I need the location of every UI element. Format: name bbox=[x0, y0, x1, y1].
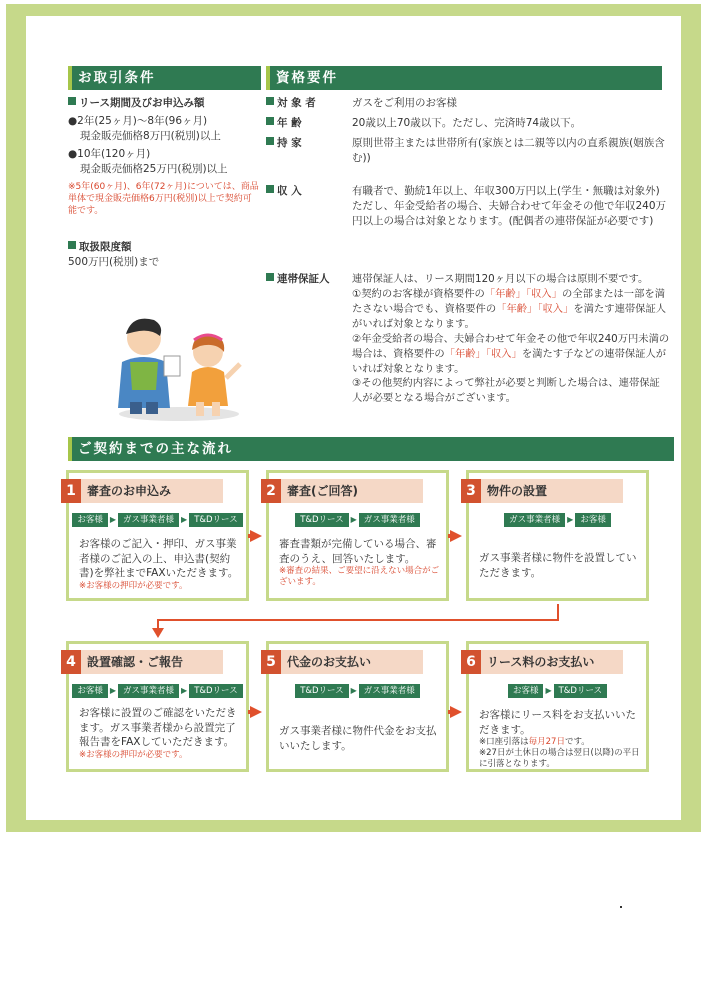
step-title: 4 設置確認・ご報告 bbox=[61, 650, 223, 674]
step-route: T&Dリース ▶ ガス事業者様 bbox=[269, 684, 446, 698]
flow-step-2: 2 審査(ご回答) T&Dリース ▶ ガス事業者様 審査書類が完備している場合、審査のうえ、回答いたします。 ※審査の結果、ご要望に沿えない場合がございます。 bbox=[266, 470, 449, 601]
requirements-heading: 資格要件 bbox=[266, 66, 662, 90]
step-route: ガス事業者様 ▶ お客様 bbox=[469, 513, 646, 527]
lease-heading: リース期間及びお申込み額 bbox=[68, 96, 268, 111]
dot-bullet-icon: ● bbox=[68, 115, 78, 128]
triangle-right-icon: ▶ bbox=[181, 515, 188, 524]
step-route: お客様 ▶ T&Dリース bbox=[469, 684, 646, 698]
step-route: T&Dリース ▶ ガス事業者様 bbox=[269, 513, 446, 527]
arrow-right-icon bbox=[448, 530, 462, 542]
flow-step-3: 3 物件の設置 ガス事業者様 ▶ お客様 ガス事業者様に物件を設置していただきます。 bbox=[466, 470, 649, 601]
guarantor-case-3: ③その他契約内容によって弊社が必要と判断した場合は、連帯保証人が必要となる場合がございます。 bbox=[352, 377, 660, 405]
arrow-right-icon bbox=[248, 706, 262, 718]
lease-item-1: ●2年(25ヶ月)～8年(96ヶ月) 現金販売価格8万円(税別)以上 bbox=[68, 115, 221, 143]
limit-heading: 取扱限度額 bbox=[68, 240, 268, 255]
step-route: お客様 ▶ ガス事業者様 ▶ T&Dリース bbox=[69, 684, 246, 698]
triangle-right-icon: ▶ bbox=[545, 686, 552, 695]
triangle-right-icon: ▶ bbox=[350, 686, 357, 695]
return-connector bbox=[158, 604, 558, 630]
lease-item-2: ●10年(120ヶ月) 現金販売価格25万円(税別)以上 bbox=[68, 147, 228, 175]
limit-value: 500万円(税別)まで bbox=[68, 255, 160, 268]
requirements-content: 対 象 者 ガスをご利用のお客様 年 齢 20歳以上70歳以下。ただし、完済時74歳以下。 持 家 原則世帯主または世帯所有(家族とは二親等以内の直系親族(姻族含む)) 収 入 有職者で、勤続1年以上、年収300万円以上(学生・無職は対象外) ただし、年金受給者の場合、夫婦合わせて年金その他で年収240万円以上の場合は対象となります。(配偶者の連帯保証が必要です) 連帯保証人 連帯保証人は、リース期間120ヶ月以下の場合は原則不要です。 ①契約のお客様が資格要件の「年齢」「収入」の全部または一部を満たさない場合でも、資格要件の「年齢」「収入」を満たす連帯保証人がいれば対象となります。 ②年金受給者の場合、夫婦合わせて年金その他で年収240万円未満の場合は、資格要件の「年齢」「収入」を満たす子などの連帯保証人がいれば対象となります。 ③その他契約内容によって弊社が必要と判断した場合は、連帯保証人が必要となる場合がございます。 bbox=[266, 96, 676, 436]
flow-step-6: 6 リース料のお支払い お客様 ▶ T&Dリース お客様にリース料をお支払いいただきます。 ※口座引落は毎月27日です。 ※27日が土休日の場合は翌日(以降)の平日に引落となります。 bbox=[466, 641, 649, 772]
triangle-right-icon: ▶ bbox=[567, 515, 574, 524]
flow-step-5: 5 代金のお支払い T&Dリース ▶ ガス事業者様 ガス事業者様に物件代金をお支払いいたします。 bbox=[266, 641, 449, 772]
step-title: 2 審査(ご回答) bbox=[261, 479, 423, 503]
page-frame bbox=[6, 4, 701, 832]
triangle-right-icon: ▶ bbox=[350, 515, 357, 524]
scan-dot bbox=[620, 906, 622, 908]
flow-step-4: 4 設置確認・ご報告 お客様 ▶ ガス事業者様 ▶ T&Dリース お客様に設置のご確認をいただきます。ガス事業者様から設置完了報告書をFAXしていただきます。 ※お客様の押印が必要です。 bbox=[66, 641, 249, 772]
guarantor-case-2: ②年金受給者の場合、夫婦合わせて年金その他で年収240万円未満の場合は、資格要件の「年齢」「収入」を満たす子などの連帯保証人がいれば対象となります。 bbox=[352, 332, 670, 375]
arrow-right-icon bbox=[248, 530, 262, 542]
guarantor-case-1: ①契約のお客様が資格要件の「年齢」「収入」の全部または一部を満たさない場合でも、資格要件の「年齢」「収入」を満たす連帯保証人がいれば対象となります。 bbox=[352, 287, 667, 330]
step-title: 5 代金のお支払い bbox=[261, 650, 423, 674]
step-route: お客様 ▶ ガス事業者様 ▶ T&Dリース bbox=[69, 513, 246, 527]
triangle-right-icon: ▶ bbox=[109, 686, 117, 695]
arrow-down-icon bbox=[152, 628, 164, 638]
page-paper bbox=[26, 16, 681, 820]
lease-note: ※5年(60ヶ月)、6年(72ヶ月)については、商品単体で現金販売価格6万円(税別)以上で契約可能です。 bbox=[68, 182, 259, 217]
flow-step-1: 1 審査のお申込み お客様 ▶ ガス事業者様 ▶ T&Dリース お客様のご記入・押印、ガス事業者様のご記入の上、申込書(契約書)を弊社までFAXいただきます。 ※お客様の押印が必要です。 bbox=[66, 470, 249, 601]
arrow-right-icon bbox=[448, 706, 462, 718]
step-title: 3 物件の設置 bbox=[461, 479, 623, 503]
flow-heading: ご契約までの主な流れ bbox=[68, 437, 674, 461]
triangle-right-icon: ▶ bbox=[109, 515, 117, 524]
dot-bullet-icon: ● bbox=[68, 147, 78, 160]
flow-connectors bbox=[26, 16, 681, 820]
step-title: 6 リース料のお支払い bbox=[461, 650, 623, 674]
terms-heading: お取引条件 bbox=[68, 66, 261, 90]
triangle-right-icon: ▶ bbox=[181, 686, 188, 695]
step-title: 1 審査のお申込み bbox=[61, 479, 223, 503]
